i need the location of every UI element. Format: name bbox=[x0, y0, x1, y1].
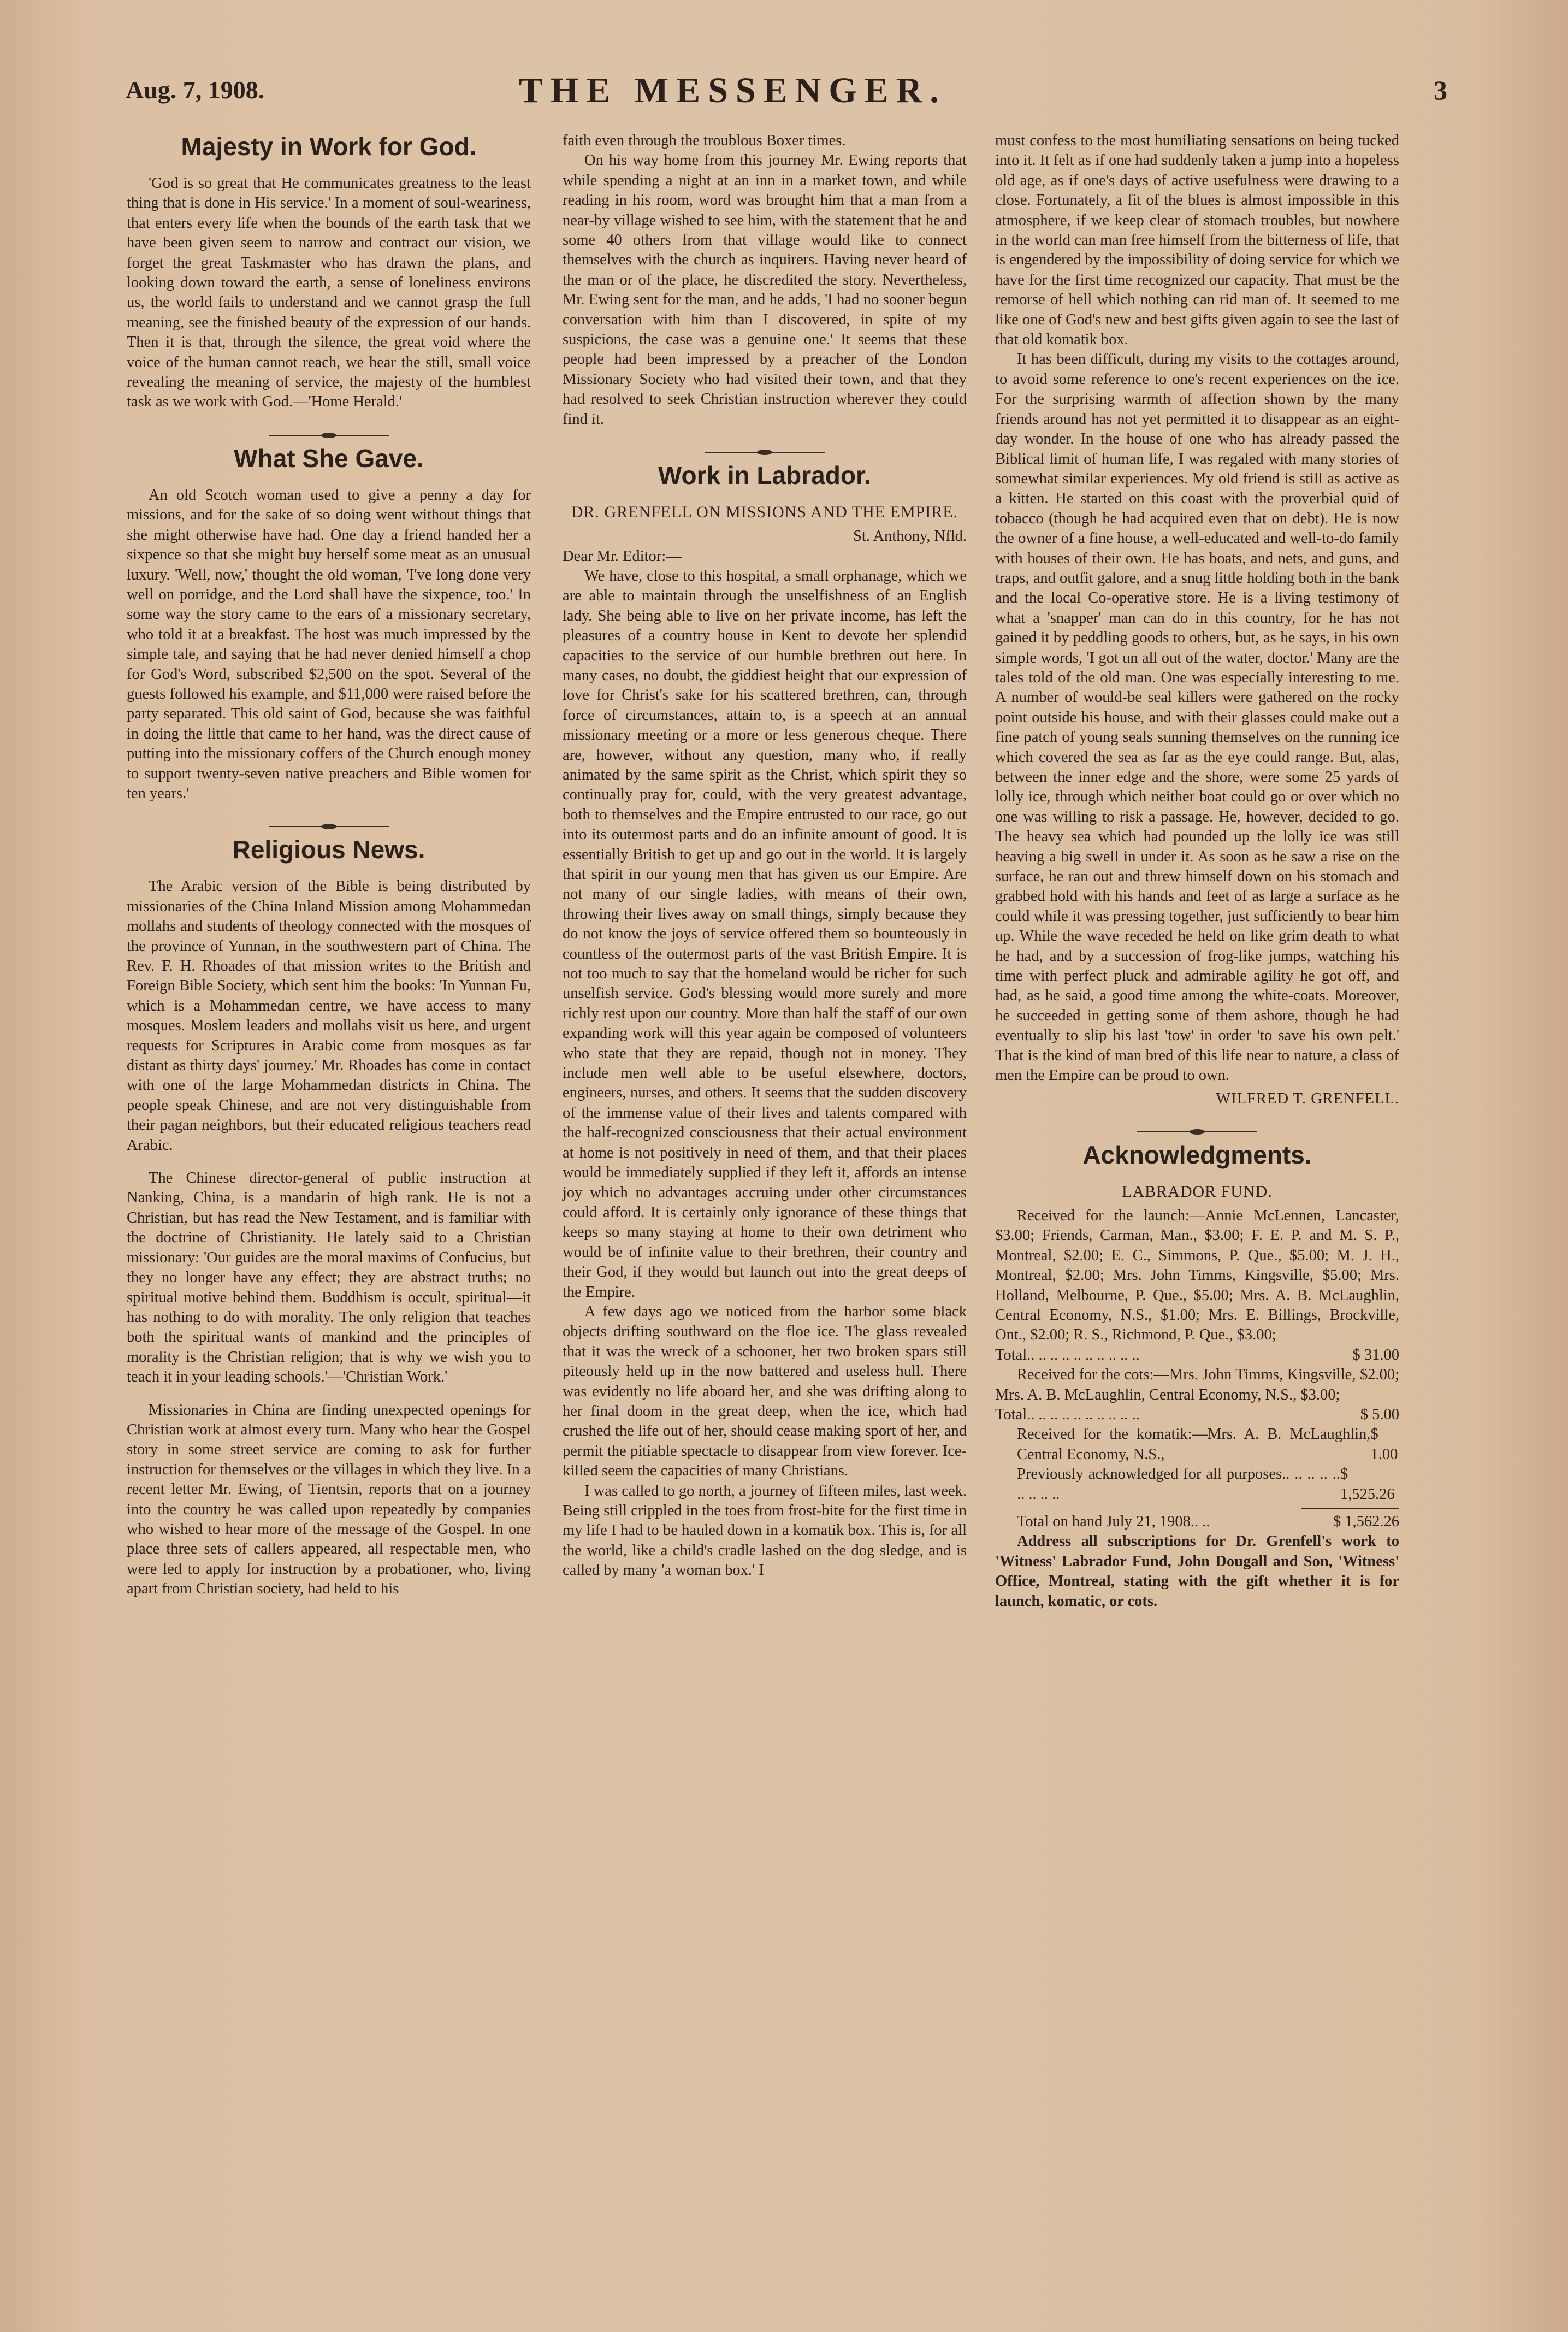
ack-paragraph: Received for the cots:—Mrs. John Timms, Kingsville, $2.00; Mrs. A. B. McLaughlin, Central Economy, N.S., $3.00; bbox=[995, 1366, 1399, 1403]
masthead bbox=[126, 70, 1447, 119]
article-paragraph: Missionaries in China are finding unexpected openings for Christian work at almost every turn. Many who hear the Gospel story in some street service are coming to ask for further instruction for themselves or the villages in which they live. In a recent letter Mr. Ewing, of Tientsin, reports that on a journey into the country he was called upon repeatedly by companies who wished to hear more of the message of the Gospel. In one place three sets of callers appeared, all respectable men, who were led to apply for instruction by a probationer, who, living apart from Christian society, had held to his bbox=[127, 1401, 531, 1598]
ack-total-row bbox=[995, 1405, 1399, 1425]
newspaper-title: THE MESSENGER. bbox=[519, 70, 946, 110]
divider-ornament bbox=[995, 1121, 1399, 1127]
divider-ornament bbox=[127, 816, 531, 822]
divider-ornament bbox=[563, 441, 967, 448]
ack-grand-total-row bbox=[995, 1512, 1399, 1532]
article-title-labrador: Work in Labrador. bbox=[658, 461, 872, 490]
ack-total-value: $ 5.00 bbox=[1360, 1406, 1399, 1423]
article-paragraph: On his way home from this journey Mr. Ewing reports that while spending a night at an inn in a market town, and while reading in his room, word was brought him that a man from a near-by village wished to see him, with the statement that he and some 40 others from that village would like to connect themselves with the church as inquirers. Having never heard of the man or of the place, he discredited the story. Nevertheless, Mr. Ewing sent for the man, and he adds, 'I had no sooner begun conversation with him than I discovered, in spite of my suspicions, the case was a genuine one.' It seems that these people had been impressed by a preacher of the London Missionary Society who had visited their town, and that they had resolved to seek Christian instruction wherever they could find it. bbox=[563, 152, 967, 428]
divider-ornament bbox=[127, 424, 531, 431]
article-body-majesty: 'God is so great that He communicates greatness to the least thing that is done in His service.' In a moment of soul-weariness, that enters every life when the bounds of the earth task that we have been given seem to narrow and contract our vision, we forget the great Taskmaster who has drawn the plans, and looking down toward the earth, a sense of loneliness environs us, the world fails to understand and we cannot grasp the full meaning, see the finished beauty of the expression of our hands. Then it is that, through the silence, the great void where the voice of the human cannot reach, we hear the still, small voice revealing the meaning of service, the majesty of the humblest task as we work with God.—'Home Herald.' bbox=[127, 175, 531, 411]
ack-komatik-value: $ 1.00 bbox=[1370, 1426, 1398, 1463]
article-title-religious-news: Religious News. bbox=[232, 835, 425, 864]
article-title-acknowledgments: Acknowledgments. bbox=[1082, 1140, 1312, 1169]
issue-date: Aug. 7, 1908. bbox=[126, 76, 265, 104]
ack-previous-row bbox=[995, 1465, 1399, 1504]
article-body-what-she-gave: An old Scotch woman used to give a penny a day for missions, and for the sake of so doing went without things that she might otherwise have had. One day a friend handed her a sixpence so that she might buy herself some meat as an unusual luxury. 'Well, now,' thought the old woman, 'I've long done very well on porridge, and the Lord shall have the sixpence, too.' In some way the story came to the ears of a missionary secretary, who told it at a breakfast. The host was much impressed by the simple tale, and saying that he had never denied himself a chop for God's Word, subscribed $2,500 on the spot. Several of the guests followed his example, and $11,000 were raised before the party separated. This old saint of God, because she was faithful in doing the little that came to her hand, was the direct cause of putting into the missionary coffers of the Church enough money to support twenty-seven native preachers and Bible women for ten years.' bbox=[127, 486, 531, 802]
salutation: Dear Mr. Editor:— bbox=[563, 547, 682, 565]
page-number: 3 bbox=[1434, 75, 1447, 105]
ack-footer-note: Address all subscriptions for Dr. Grenfell's work to 'Witness' Labrador Fund, John Dougall and Son, 'Witness' Office, Montreal, stating with the gift whether it is for launch, komatic, or cots. bbox=[995, 1533, 1399, 1610]
ack-komatik-label: Received for the komatik:—Mrs. A. B. McLaughlin, Central Economy, N.S., bbox=[1017, 1426, 1371, 1463]
ack-grand-total-label: Total on hand July 21, 1908.. .. bbox=[1017, 1513, 1210, 1530]
article-paragraph: A few days ago we noticed from the harbor some black objects drifting southward on the floe ice. The glass revealed that it was the wreck of a schooner, her two broken spars still piteously held up in the now battered and useless hull. There was evidently no life aboard her, and she was drifting along to her final doom in the great deep, when the ice, which had crushed the life out of her, should cease making sport of her, and permit the pitiable spectacle to disappear from view forever. Ice-killed seem the capacities of many Christians. bbox=[563, 1303, 967, 1480]
dateline: St. Anthony, Nfld. bbox=[853, 528, 967, 545]
column-2 bbox=[563, 131, 967, 1581]
article-paragraph: I was called to go north, a journey of fifteen miles, last week. Being still crippled in the toes from frost-bite for the first time in my life I had to be hauled down in a komatik box. This is, for all the world, like a child's cradle lashed on the dog sledge, and is called by many 'a woman box.' I bbox=[563, 1482, 967, 1579]
article-title-what-she-gave: What She Gave. bbox=[234, 444, 424, 473]
article-paragraph: We have, close to this hospital, a small orphanage, which we are able to maintain through the unselfishness of an English lady. She being able to live on her private income, has left the pleasures of a country house in Kent to devote her splendid capacities to the service of our humble brethren out here. In many cases, no doubt, the giddiest height that our expression of love for Christ's sake for his scattered brethren, can, through force of circumstances, attain to, is a speech at an annual missionary meeting or a more or less generous cheque. There are, however, without any question, many who, if really animated by the same spirit as the Christ, which spirit they so continually pray for, could, with the very greatest advantage, both to themselves and the Empire entrusted to our race, go out into its outermost parts and do an infinite amount of good. It is essentially British to get up and go out in the world. It is largely that spirit in our young men that has given us our Empire. Are not many of our single ladies, with means of their own, throwing their lives away on small things, simply because they do not know the joys of service offered them so bounteously in countless of the outermost parts of the vast British Empire. It is not too much to say that the homeland would be richer for such unselfish service. God's blessing would more surely and more richly rest upon our country. More than half the staff of our own expanding work will this year again be composed of volunteers who state that they are repaid, though not in money. They include men well able to be useful elsewhere, doctors, engineers, nurses, and others. It seems that the sudden discovery of the immense value of their lives and talents compared with the half-recognized consciousness that their actual environment at home is not positively in need of them, and that their places would be immediately supplied if they left it, affords an intense joy which no advantages accruing under other circumstances could afford. It is certainly only ignorance of these things that keeps so many staying at home to their own detriment who would be of infinite value to their brethren, their country and their God, if they would but launch out into the great deeps of the Empire. bbox=[563, 567, 967, 1301]
article-paragraph: must confess to the most humiliating sensations on being tucked into it. It felt as if one had suddenly taken a jump into a hopeless old age, as if one's days of active usefulness were drawing to a close. Fortunately, a fit of the blues is almost impossible in this atmosphere, if we keep clear of stomach troubles, but nowhere in the world can man free himself from the bitterness of life, that is engendered by the impossibility of doing service for which we have for the first time recognized our capacity. That must be the remorse of hell which nothing can rid man of. It seemed to me like one of God's new and best gifts given again to see the last of that old komatik box. bbox=[995, 132, 1399, 349]
ack-previous-value: $ 1,525.26 bbox=[1340, 1466, 1395, 1503]
column-1 bbox=[127, 131, 531, 1599]
article-paragraph: It has been difficult, during my visits to the cottages around, to avoid some reference to one's recent experiences on the ice. For the surprising warmth of affection shown by the many friends around has not yet permitted it to disappear as an eight-day wonder. In the house of one who has already passed the Biblical limit of human life, I was regaled with many stories of somewhat similar experiences. My old friend is still as active as a kitten. He started on this coast with the proverbial quid of tobacco (though he had acquired even that on debt). He is now the owner of a fine house, a well-educated and well-to-do family with houses of their own. He has boats, and nets, and guns, and traps, and outfit galore, and a snug little holding both in the bank and the local Co-operative store. He is a living testimony of what a 'snapper' man can do in this country, for he has not gained it by peddling goods to others, but, as he says, in his own simple words, 'I got un all out of the water, doctor.' Many are the tales told of the old man. One was especially interesting to me. A number of would-be seal killers were gathered on the rocky point outside his house, and with their glasses could make out a fine patch of young seals sunning themselves on the running ice which covered the sea as far as the eye could range. But, alas, between the inner edge and the shore, were some 25 yards of lolly ice, through which neither boat could go or over which no one was willing to risk a passage. He, however, decided to go. The heavy sea which had pounded up the lolly ice was still heaving a big swell in under it. As soon as he saw a rise on the surface, he ran out and threw himself down on his stomach and grabbed hold with his hands and feet of as large a surface as he could while it was pressing together, just sufficiently to bear him up. While the wave receded he held on like grim death to what he had, and by a succession of frog-like jumps, watching his time with perfect pluck and admirable agility he got off, and had, as he said, a good time among the white-coats. Moreover, he succeeded in getting some of them ashore, though he had eventually to slip his last 'tow' in order 'to save his own pelt.' That is the kind of man bred of this life near to nature, a class of men the Empire can be proud to own. bbox=[995, 351, 1399, 1084]
article-paragraph: The Chinese director-general of public instruction at Nanking, China, is a mandarin of high rank. He is not a Christian, but has read the New Testament, and is familiar with the doctrine of Christianity. He lately said to a Christian missionary: 'Our guides are the moral maxims of Confucius, but they no longer have any effect; they are abstract truths; no spiritual motive behind them. Buddhism is occult, spiritual—it has nothing to do with morality. The only religion that teaches both the spiritual wants of mankind and the principles of morality is the Christian religion; that is why we wish you to teach it in your leading schools.'—'Christian Work.' bbox=[127, 1170, 531, 1386]
ack-total-row bbox=[995, 1345, 1399, 1365]
ack-total-label: Total.. .. .. .. .. .. .. .. .. .. bbox=[995, 1346, 1140, 1363]
ack-previous-label: Previously acknowledged for all purposes.. .. .. .. .. .. .. .. .. bbox=[1017, 1466, 1340, 1503]
ack-paragraph: Received for the launch:—Annie McLennen, Lancaster, $3.00; Friends, Carman, Man., $3.00; F. E. P. and M. S. P., Montreal, $2.00; E. C., Simmons, P. Que., $5.00; M. J. H., Montreal, $2.00; Mrs. John Timms, Kingsville, $5.00; Mrs. Holland, Melbourne, P. Que., $5.00; Mrs. A. B. McLaughlin, Central Economy, N.S., $1.00; Mrs. E. Billings, Brockville, Ont., $2.00; R. S., Richmond, P. Que., $3.00; bbox=[995, 1207, 1399, 1344]
article-subtitle: LABRADOR FUND. bbox=[1122, 1182, 1273, 1201]
ack-total-value: $ 31.00 bbox=[1352, 1346, 1399, 1363]
author-signature: WILFRED T. GRENFELL. bbox=[1216, 1090, 1399, 1107]
ack-komatik-row bbox=[995, 1425, 1399, 1465]
article-subtitle: DR. GRENFELL ON MISSIONS AND THE EMPIRE. bbox=[571, 503, 958, 522]
ack-grand-total-value: $ 1,562.26 bbox=[1333, 1513, 1399, 1530]
ack-total-label: Total.. .. .. .. .. .. .. .. .. .. bbox=[995, 1406, 1140, 1423]
article-paragraph: faith even through the troublous Boxer times. bbox=[563, 132, 846, 149]
article-paragraph: The Arabic version of the Bible is being distributed by missionaries of the China Inland Mission among Mohammedan mollahs and students of theology connected with the mosques of the province of Yunnan, in the southwestern part of China. The Rev. F. H. Rhoades of that mission writes to the British and Foreign Bible Society, which sent him the books: 'In Yunnan Fu, which is a Mohammedan centre, we have access to many mosques. Moslem leaders and mollahs visit us here, and urgent requests for Scriptures in Arabic come from mosques as far distant as thirty days' journey.' Mr. Rhoades has come in contact with one of the large Mohammedan districts in China. The people speak Chinese, and are not very distinguishable from their pagan neighbors, but their educated religious teachers read Arabic. bbox=[127, 878, 531, 1154]
column-3 bbox=[995, 131, 1399, 1611]
article-title-majesty: Majesty in Work for God. bbox=[181, 132, 477, 161]
